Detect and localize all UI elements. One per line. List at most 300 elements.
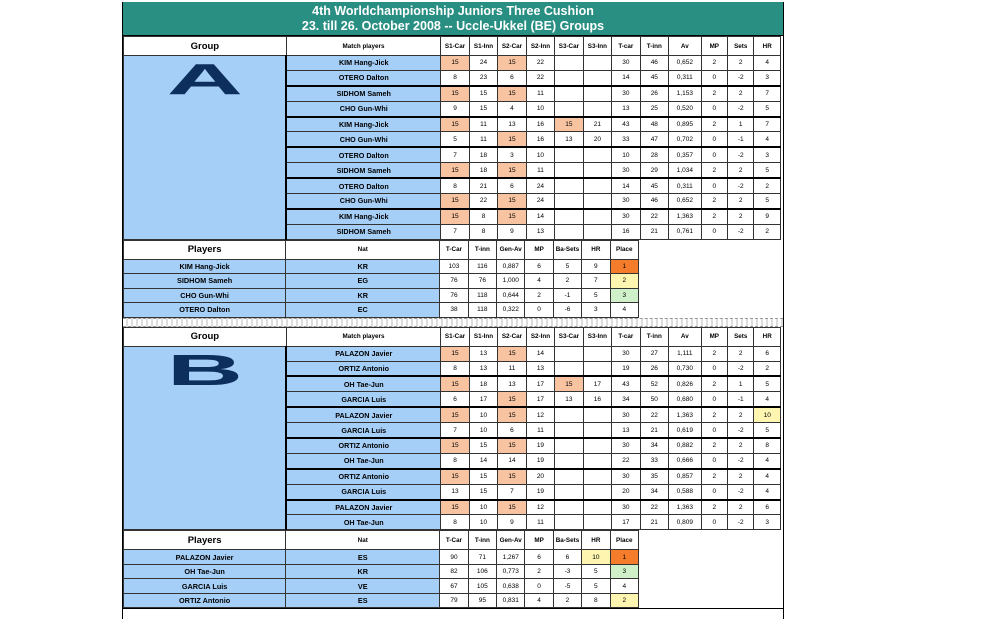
match-player: OTERO Dalton — [286, 178, 441, 193]
standing-player: ORTIZ Antonio — [124, 593, 286, 608]
match-player: PALAZON Javier — [286, 407, 441, 422]
match-s2c: 15 — [498, 132, 526, 147]
group-letter: A — [166, 55, 243, 104]
standing-tc: 82 — [440, 564, 468, 579]
standing-place: 1 — [610, 550, 638, 565]
match-sets: 2 — [728, 407, 754, 422]
match-player: KIM Hang-Jick — [286, 56, 441, 71]
match-s3i — [583, 147, 611, 162]
match-player: OTERO Dalton — [286, 70, 441, 85]
matches-table — [123, 327, 781, 531]
match-s3i — [583, 423, 611, 438]
match-mp: 0 — [701, 515, 727, 530]
match-s1c: 15 — [441, 163, 469, 178]
match-hr: 5 — [754, 423, 781, 438]
match-mp: 0 — [701, 178, 727, 193]
match-mp: 0 — [701, 147, 727, 162]
match-ti: 45 — [640, 178, 668, 193]
match-ti: 28 — [640, 147, 668, 162]
matches-header-cell: S1-Car — [441, 37, 469, 56]
standing-place: 1 — [610, 259, 638, 274]
match-s1c: 15 — [441, 346, 469, 361]
group-letter-cell — [124, 56, 287, 240]
standing-nat: VE — [286, 579, 440, 594]
match-s2i: 12 — [526, 500, 554, 515]
match-av: 0,857 — [669, 469, 702, 484]
match-s2c: 7 — [498, 484, 526, 499]
match-sets: -2 — [728, 361, 754, 376]
match-s2c: 4 — [498, 101, 526, 116]
standing-gav: 0,644 — [497, 288, 525, 303]
standing-tc: 76 — [440, 274, 468, 289]
match-player: OH Tae-Jun — [286, 376, 441, 391]
standings-table — [123, 240, 639, 318]
match-av: 0,761 — [669, 224, 702, 239]
matches-header-cell: S3-Inn — [583, 327, 611, 346]
group-letter: B — [166, 346, 243, 395]
match-tc: 20 — [612, 484, 640, 499]
match-s3c — [555, 423, 583, 438]
standings-header-cell: HR — [582, 240, 610, 259]
match-s3c — [555, 56, 583, 71]
match-s1i: 17 — [469, 392, 497, 407]
match-av: 0,730 — [669, 361, 702, 376]
match-sets: 2 — [728, 346, 754, 361]
standing-row — [124, 288, 639, 303]
matches-header-cell: Match players — [286, 37, 441, 56]
standing-hr: 8 — [582, 593, 610, 608]
match-s1i: 13 — [469, 346, 497, 361]
match-av: 0,619 — [669, 423, 702, 438]
group-a — [123, 36, 783, 318]
match-s3c: 15 — [555, 376, 583, 391]
match-s2c: 3 — [498, 147, 526, 162]
standing-hr: 5 — [582, 564, 610, 579]
standings-header-row — [124, 531, 639, 550]
match-av: 0,895 — [669, 117, 702, 132]
standing-ti: 95 — [468, 593, 496, 608]
match-s3c — [555, 469, 583, 484]
standing-gav: 0,831 — [497, 593, 525, 608]
match-tc: 30 — [612, 86, 640, 101]
match-s1c: 8 — [441, 70, 469, 85]
match-hr: 3 — [754, 515, 781, 530]
match-sets: 2 — [728, 86, 754, 101]
match-s1i: 18 — [469, 163, 497, 178]
match-tc: 30 — [612, 438, 640, 453]
match-s1i: 15 — [469, 101, 497, 116]
match-tc: 22 — [612, 453, 640, 468]
match-s3c — [555, 70, 583, 85]
matches-header-cell: Av — [669, 327, 702, 346]
match-player: CHO Gun-Whi — [286, 101, 441, 116]
match-sets: -2 — [728, 147, 754, 162]
match-s1c: 8 — [441, 453, 469, 468]
standing-tc: 79 — [440, 593, 468, 608]
matches-header-cell: S1-Inn — [469, 37, 497, 56]
match-s3c — [555, 224, 583, 239]
standing-place: 4 — [610, 579, 638, 594]
match-s2c: 15 — [498, 392, 526, 407]
match-ti: 34 — [640, 438, 668, 453]
match-s3c — [555, 346, 583, 361]
match-ti: 22 — [640, 209, 668, 224]
match-s3i: 17 — [583, 376, 611, 391]
match-mp: 2 — [701, 86, 727, 101]
match-tc: 19 — [612, 361, 640, 376]
match-player: CHO Gun-Whi — [286, 132, 441, 147]
match-hr: 5 — [754, 101, 781, 116]
match-s2c: 15 — [498, 86, 526, 101]
match-s3c — [555, 407, 583, 422]
match-tc: 14 — [612, 70, 640, 85]
standing-hr: 9 — [582, 259, 610, 274]
standing-sets: 5 — [553, 259, 581, 274]
match-s1c: 15 — [441, 117, 469, 132]
match-s1i: 10 — [469, 515, 497, 530]
match-s3c — [555, 484, 583, 499]
match-s2i: 10 — [526, 101, 554, 116]
match-s2i: 17 — [526, 376, 554, 391]
standing-tc: 38 — [440, 303, 468, 318]
standing-tc: 103 — [440, 259, 468, 274]
match-player: SIDHOM Sameh — [286, 163, 441, 178]
match-av: 0,666 — [669, 453, 702, 468]
match-s3i — [583, 101, 611, 116]
match-player: OTERO Dalton — [286, 147, 441, 162]
standing-player: SIDHOM Sameh — [124, 274, 286, 289]
match-s3c — [555, 209, 583, 224]
match-av: 1,363 — [669, 209, 702, 224]
match-s3c — [555, 163, 583, 178]
match-s3c — [555, 438, 583, 453]
match-s2c: 15 — [498, 469, 526, 484]
match-mp: 0 — [701, 484, 727, 499]
match-player: OH Tae-Jun — [286, 515, 441, 530]
standing-row — [124, 579, 639, 594]
match-s2i: 13 — [526, 361, 554, 376]
standing-sets: -5 — [553, 579, 581, 594]
match-hr: 7 — [754, 117, 781, 132]
matches-header-cell: Match players — [286, 327, 441, 346]
match-tc: 33 — [612, 132, 640, 147]
match-av: 1,111 — [669, 346, 702, 361]
matches-header-row — [124, 37, 781, 56]
standing-gav: 0,887 — [497, 259, 525, 274]
standing-hr: 7 — [582, 274, 610, 289]
match-ti: 25 — [640, 101, 668, 116]
standings-header-cell: Players — [124, 240, 286, 259]
match-sets: -2 — [728, 101, 754, 116]
match-tc: 30 — [612, 500, 640, 515]
match-mp: 2 — [701, 194, 727, 209]
matches-header-cell: S2-Inn — [526, 327, 554, 346]
match-s2i: 11 — [526, 423, 554, 438]
standing-gav: 1,267 — [497, 550, 525, 565]
group-letter-cell — [124, 346, 287, 530]
standings-header-cell: Gen-Av — [497, 531, 525, 550]
match-s3c — [555, 147, 583, 162]
match-tc: 43 — [612, 117, 640, 132]
standing-player: OH Tae-Jun — [124, 564, 286, 579]
standing-sets: 2 — [553, 274, 581, 289]
match-s1i: 22 — [469, 194, 497, 209]
match-player: GARCIA Luis — [286, 423, 441, 438]
matches-header-cell: S2-Inn — [526, 37, 554, 56]
matches-header-cell: T-inn — [640, 327, 668, 346]
matches-table — [123, 36, 781, 240]
group-divider — [123, 318, 783, 327]
match-s2c: 15 — [498, 56, 526, 71]
match-player: ORTIZ Antonio — [286, 361, 441, 376]
match-hr: 2 — [754, 224, 781, 239]
match-s1c: 15 — [441, 500, 469, 515]
group-b — [123, 327, 783, 609]
match-mp: 2 — [701, 209, 727, 224]
match-player: ORTIZ Antonio — [286, 469, 441, 484]
standing-mp: 6 — [525, 550, 553, 565]
match-s2c: 15 — [498, 407, 526, 422]
match-ti: 46 — [640, 194, 668, 209]
match-av: 0,311 — [669, 178, 702, 193]
standings-header-cell: T-inn — [468, 531, 496, 550]
match-hr: 3 — [754, 147, 781, 162]
standings-header-cell: Ba-Sets — [553, 531, 581, 550]
match-s2c: 11 — [498, 361, 526, 376]
match-s1i: 10 — [469, 500, 497, 515]
standing-player: OTERO Dalton — [124, 303, 286, 318]
standing-mp: 6 — [525, 259, 553, 274]
match-s3c — [555, 101, 583, 116]
standing-player: KIM Hang-Jick — [124, 259, 286, 274]
standing-place: 3 — [610, 288, 638, 303]
match-mp: 2 — [701, 346, 727, 361]
standing-hr: 3 — [582, 303, 610, 318]
match-ti: 21 — [640, 224, 668, 239]
match-player: SIDHOM Sameh — [286, 224, 441, 239]
standing-nat: EG — [286, 274, 440, 289]
match-s1i: 11 — [469, 117, 497, 132]
match-s2c: 6 — [498, 423, 526, 438]
match-hr: 7 — [754, 86, 781, 101]
match-av: 0,652 — [669, 194, 702, 209]
match-ti: 50 — [640, 392, 668, 407]
match-row — [124, 346, 781, 361]
match-s1c: 15 — [441, 376, 469, 391]
standing-mp: 2 — [525, 288, 553, 303]
match-s3c: 15 — [555, 117, 583, 132]
match-player: GARCIA Luis — [286, 484, 441, 499]
sheet-title — [123, 2, 783, 36]
match-s3c — [555, 86, 583, 101]
match-player: PALAZON Javier — [286, 500, 441, 515]
matches-header-cell: S3-Car — [555, 327, 583, 346]
match-mp: 0 — [701, 361, 727, 376]
match-s1c: 6 — [441, 392, 469, 407]
match-s3i — [583, 500, 611, 515]
standings-table — [123, 530, 639, 608]
matches-header-cell: S3-Car — [555, 37, 583, 56]
match-sets: -2 — [728, 515, 754, 530]
match-player: CHO Gun-Whi — [286, 194, 441, 209]
match-s3i: 21 — [583, 117, 611, 132]
match-s3i — [583, 194, 611, 209]
match-tc: 30 — [612, 407, 640, 422]
match-s3i — [583, 56, 611, 71]
match-ti: 26 — [640, 86, 668, 101]
match-tc: 17 — [612, 515, 640, 530]
match-s1i: 10 — [469, 423, 497, 438]
match-ti: 46 — [640, 56, 668, 71]
standing-player: CHO Gun-Whi — [124, 288, 286, 303]
match-s1c: 8 — [441, 361, 469, 376]
match-av: 0,311 — [669, 70, 702, 85]
match-sets: 2 — [728, 500, 754, 515]
match-sets: 1 — [728, 117, 754, 132]
standings-header-cell: T-Car — [440, 240, 468, 259]
match-sets: -2 — [728, 484, 754, 499]
match-hr: 4 — [754, 132, 781, 147]
match-av: 0,652 — [669, 56, 702, 71]
match-s2i: 19 — [526, 484, 554, 499]
standing-ti: 116 — [468, 259, 496, 274]
match-s3i — [583, 361, 611, 376]
standings-header-cell: Gen-Av — [497, 240, 525, 259]
match-tc: 30 — [612, 346, 640, 361]
match-hr: 5 — [754, 376, 781, 391]
match-s1i: 10 — [469, 407, 497, 422]
match-s2i: 17 — [526, 392, 554, 407]
matches-header-cell: HR — [754, 327, 781, 346]
standing-sets: 6 — [553, 550, 581, 565]
match-av: 0,702 — [669, 132, 702, 147]
match-s2i: 20 — [526, 469, 554, 484]
match-ti: 34 — [640, 484, 668, 499]
standing-hr: 5 — [582, 288, 610, 303]
match-mp: 0 — [701, 224, 727, 239]
match-sets: -1 — [728, 392, 754, 407]
match-ti: 45 — [640, 70, 668, 85]
standing-row — [124, 564, 639, 579]
match-ti: 33 — [640, 453, 668, 468]
match-hr: 3 — [754, 70, 781, 85]
match-s2c: 14 — [498, 453, 526, 468]
standing-sets: -6 — [553, 303, 581, 318]
standing-place: 2 — [610, 593, 638, 608]
standings-header-row — [124, 240, 639, 259]
match-ti: 22 — [640, 500, 668, 515]
match-s3c — [555, 453, 583, 468]
match-s1i: 13 — [469, 361, 497, 376]
match-s2c: 13 — [498, 117, 526, 132]
matches-header-cell: Sets — [728, 37, 754, 56]
match-hr: 2 — [754, 361, 781, 376]
matches-header-cell: S2-Car — [498, 37, 526, 56]
match-hr: 5 — [754, 194, 781, 209]
match-hr: 4 — [754, 392, 781, 407]
match-s3i — [583, 453, 611, 468]
match-s1c: 5 — [441, 132, 469, 147]
match-s1c: 13 — [441, 484, 469, 499]
matches-header-cell: T-car — [612, 37, 640, 56]
standing-nat: ES — [286, 593, 440, 608]
match-mp: 0 — [701, 132, 727, 147]
match-s2c: 15 — [498, 194, 526, 209]
match-ti: 35 — [640, 469, 668, 484]
match-sets: -2 — [728, 70, 754, 85]
match-sets: -2 — [728, 453, 754, 468]
match-s3i — [583, 407, 611, 422]
standing-nat: EC — [286, 303, 440, 318]
match-hr: 6 — [754, 346, 781, 361]
match-s1i: 15 — [469, 86, 497, 101]
standing-mp: 4 — [525, 593, 553, 608]
match-s2c: 15 — [498, 500, 526, 515]
match-tc: 43 — [612, 376, 640, 391]
match-sets: -1 — [728, 132, 754, 147]
match-sets: 2 — [728, 194, 754, 209]
match-s3c — [555, 178, 583, 193]
match-ti: 48 — [640, 117, 668, 132]
standing-nat: KR — [286, 288, 440, 303]
match-mp: 2 — [701, 163, 727, 178]
match-av: 0,357 — [669, 147, 702, 162]
match-av: 1,153 — [669, 86, 702, 101]
match-s2c: 15 — [498, 209, 526, 224]
match-ti: 21 — [640, 423, 668, 438]
match-ti: 22 — [640, 407, 668, 422]
match-s3c — [555, 500, 583, 515]
matches-header-cell: T-inn — [640, 37, 668, 56]
matches-header-cell: T-car — [612, 327, 640, 346]
standing-nat: KR — [286, 564, 440, 579]
standing-mp: 0 — [525, 579, 553, 594]
match-s3c — [555, 515, 583, 530]
match-s1c: 7 — [441, 224, 469, 239]
match-sets: 2 — [728, 438, 754, 453]
standing-ti: 105 — [468, 579, 496, 594]
match-s2c: 15 — [498, 163, 526, 178]
match-av: 1,034 — [669, 163, 702, 178]
standing-tc: 67 — [440, 579, 468, 594]
match-mp: 2 — [701, 117, 727, 132]
match-mp: 0 — [701, 423, 727, 438]
match-sets: 2 — [728, 469, 754, 484]
standings-header-cell: T-Car — [440, 531, 468, 550]
match-s2c: 9 — [498, 515, 526, 530]
title-line-2: 23. till 26. October 2008 -- Uccle-Ukkel (BE) Groups — [301, 19, 605, 33]
match-s1i: 23 — [469, 70, 497, 85]
match-s2i: 12 — [526, 407, 554, 422]
match-tc: 13 — [612, 423, 640, 438]
match-hr: 10 — [754, 407, 781, 422]
match-sets: -2 — [728, 224, 754, 239]
match-s2i: 16 — [526, 117, 554, 132]
match-tc: 30 — [612, 469, 640, 484]
standing-place: 3 — [610, 564, 638, 579]
match-mp: 2 — [701, 407, 727, 422]
match-hr: 8 — [754, 438, 781, 453]
match-s1i: 21 — [469, 178, 497, 193]
match-tc: 30 — [612, 56, 640, 71]
standing-tc: 76 — [440, 288, 468, 303]
match-s1c: 15 — [441, 407, 469, 422]
match-s3c — [555, 361, 583, 376]
match-s1c: 8 — [441, 178, 469, 193]
match-s1i: 18 — [469, 376, 497, 391]
standing-row — [124, 259, 639, 274]
match-sets: 2 — [728, 163, 754, 178]
